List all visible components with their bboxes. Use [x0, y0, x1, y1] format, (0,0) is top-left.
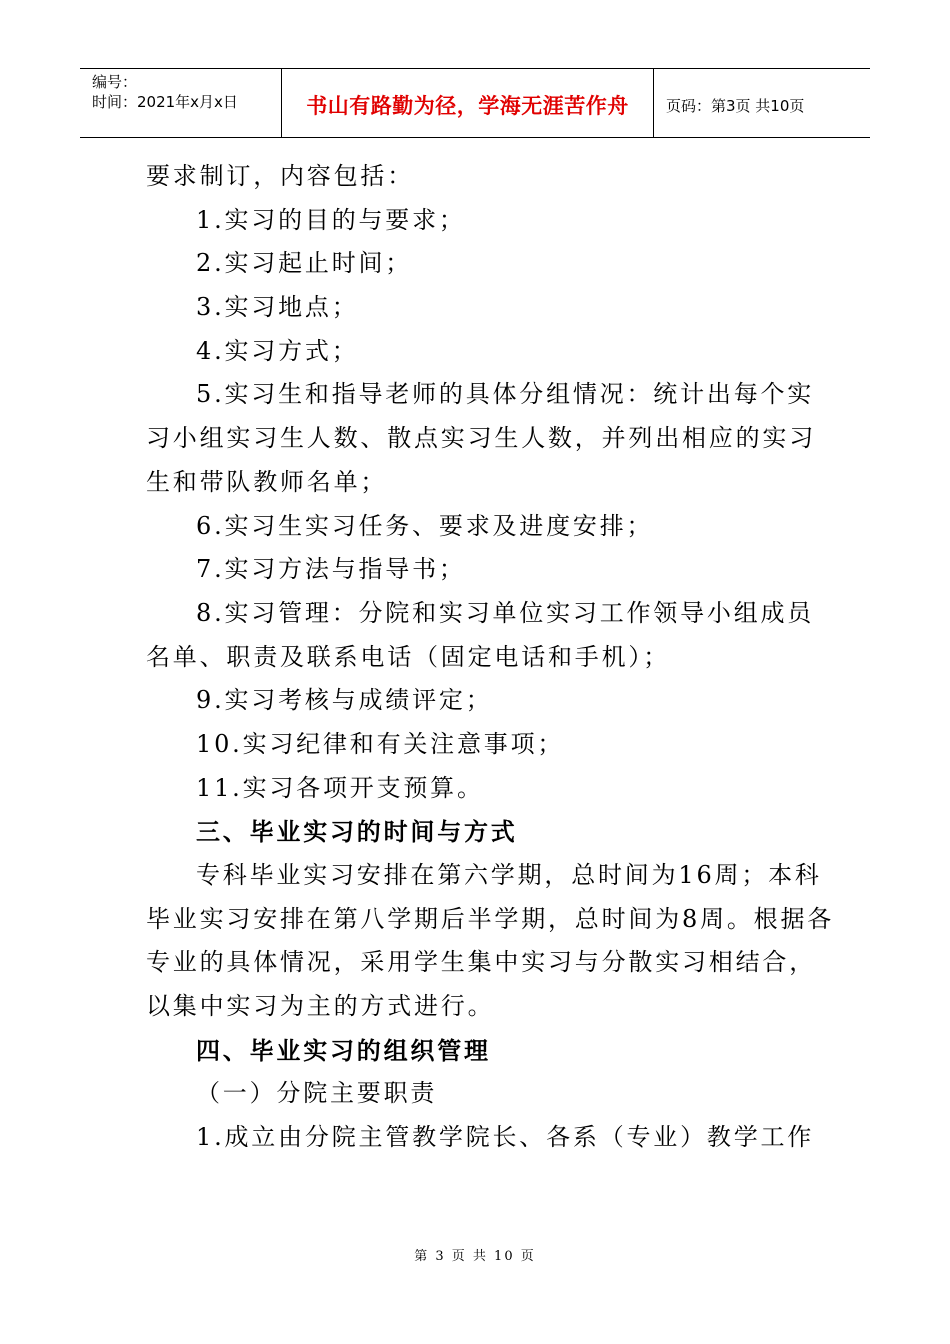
motto-text: 书山有路勤为径，学海无涯苦作舟 [306, 94, 629, 118]
paragraph-line: 以集中实习为主的方式进行。 [146, 992, 495, 1021]
body-line: 生和带队教师名单； [146, 467, 388, 496]
body-line: 要求制订，内容包括： [146, 162, 414, 190]
paragraph-line: 专业的具体情况，采用学生集中实习与分散实习相结合， [146, 948, 816, 977]
header-table [80, 68, 870, 138]
body-line: 名单、职责及联系电话（固定电话和手机）； [146, 642, 670, 671]
paragraph-line: 毕业实习安排在第八学期后半学期，总时间为8周。根据各 [146, 904, 835, 933]
page-footer: 第 3 页 共 10 页 [414, 1249, 536, 1264]
header-page-cell [654, 69, 870, 137]
body-line: 习小组实习生人数、散点实习生人数，并列出相应的实习 [146, 424, 816, 453]
list-item: 5.实习生和指导老师的具体分组情况：统计出每个实 [196, 380, 815, 409]
time-label: 时间：2021年x月x日 [92, 93, 238, 111]
list-item: 7.实习方法与指导书； [196, 555, 466, 584]
list-item: 1.实习的目的与要求； [196, 205, 466, 234]
header-meta-cell [80, 69, 282, 137]
number-label: 编号： [92, 73, 138, 91]
list-item: 9.实习考核与成绩评定； [196, 686, 493, 715]
list-item: 10.实习纪律和有关注意事项； [196, 729, 565, 758]
paragraph-line: 专科毕业实习安排在第六学期，总时间为16周；本科 [196, 861, 822, 889]
list-item: 8.实习管理：分院和实习单位实习工作领导小组成员 [196, 598, 815, 627]
list-item: 1.成立由分院主管教学院长、各系（专业）教学工作 [196, 1123, 815, 1152]
section-heading: 四、毕业实习的组织管理 [196, 1035, 491, 1065]
list-item: 4.实习方式； [196, 336, 359, 365]
list-item: 11.实习各项开支预算。 [196, 773, 484, 802]
page-info: 页码：第3页 共10页 [666, 96, 805, 115]
list-item: 3.实习地点； [196, 293, 359, 322]
list-item: 6.实习生实习任务、要求及进度安排； [196, 511, 654, 540]
section-heading: 三、毕业实习的时间与方式 [196, 817, 518, 847]
list-item: 2.实习起止时间； [196, 249, 413, 278]
subsection-heading: （一）分院主要职责 [196, 1079, 438, 1108]
document-body [146, 155, 835, 1160]
header-motto-cell [282, 69, 654, 137]
